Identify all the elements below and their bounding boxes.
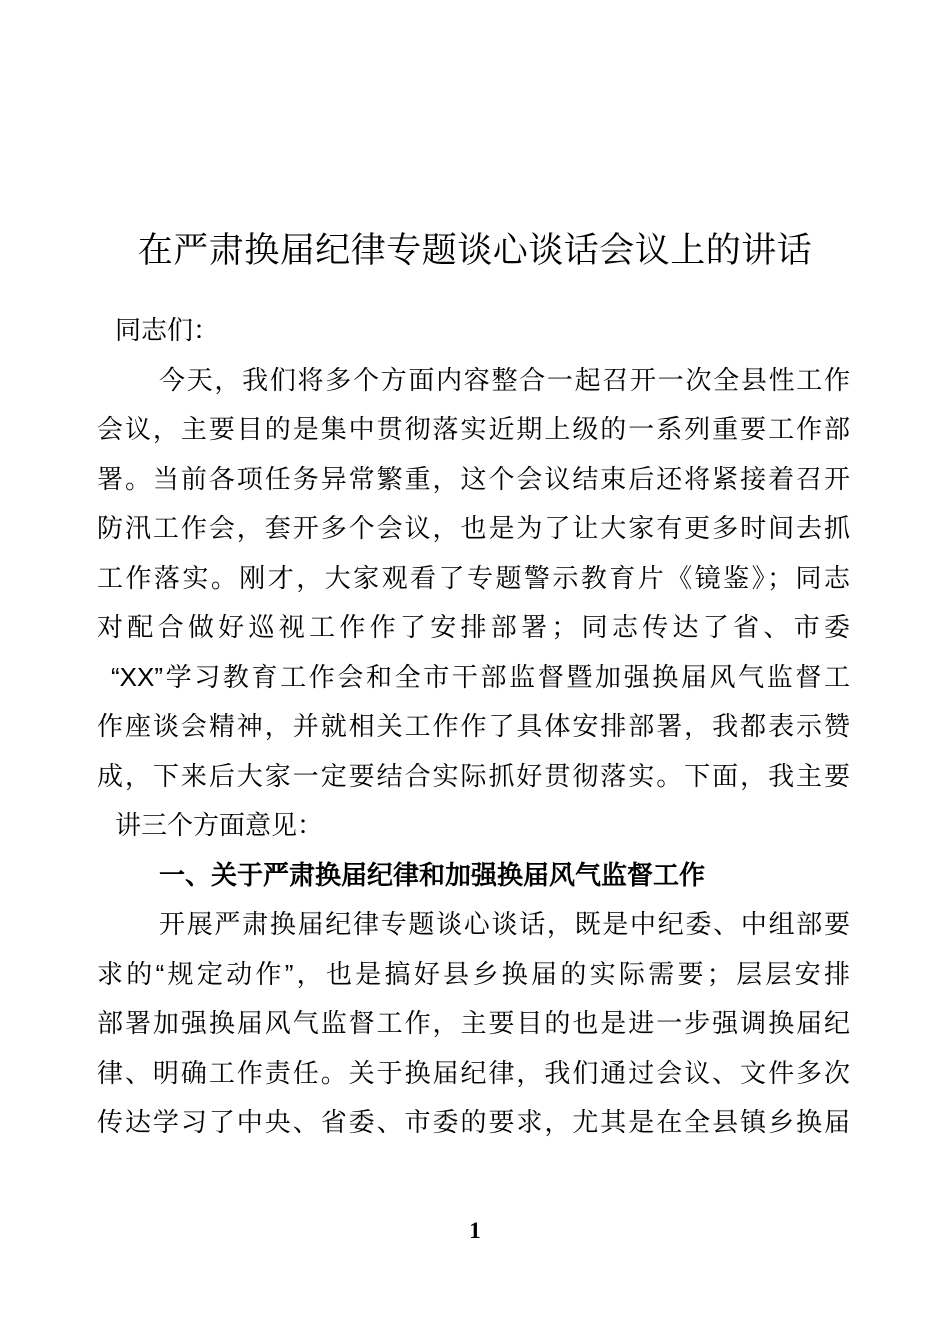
text-line: 防汛工作会，套开多个会议，也是为了让大家有更多时间去抓 [97,513,850,543]
salutation-line: 同志们： [115,315,220,345]
section-heading: 一、关于严肃换届纪律和加强换届风气监督工作 [159,859,706,890]
text-line: 求的“规定动作”，也是搞好县乡换届的实际需要；层层安排 [97,958,850,989]
text-line: “XX”学习教育工作会和全市干部监督暨加强换届风气监督工 [111,661,850,692]
text-line: 部署加强换届风气监督工作，主要目的也是进一步强调换届纪 [97,1008,850,1038]
text-line: 对配合做好巡视工作作了安排部署；同志传达了省、市委 [97,612,850,642]
text-line: 工作落实。刚才，大家观看了专题警示教育片《镜鉴》；同志 [97,562,850,593]
page-number: 1 [469,1218,481,1243]
text-line: 署。当前各项任务异常繁重，这个会议结束后还将紧接着召开 [97,463,850,494]
text-line: 会议，主要目的是集中贯彻落实近期上级的一系列重要工作部 [97,414,850,444]
text-line: 今天，我们将多个方面内容整合一起召开一次全县性工作 [159,364,850,395]
text-line: 开展严肃换届纪律专题谈心谈话，既是中纪委、中组部要 [159,909,850,939]
text-line: 传达学习了中央、省委、市委的要求，尤其是在全县镇乡换届 [97,1107,850,1137]
document-title: 在严肃换届纪律专题谈心谈话会议上的讲话 [137,231,813,271]
text-line: 讲三个方面意见： [115,810,324,840]
text-line: 成，下来后大家一定要结合实际抓好贯彻落实。下面，我主要 [97,760,850,791]
text-line: 律、明确工作责任。关于换届纪律，我们通过会议、文件多次 [97,1057,850,1088]
text-line: 作座谈会精神，并就相关工作作了具体安排部署，我都表示赞 [97,711,850,741]
document-body [97,306,850,1148]
